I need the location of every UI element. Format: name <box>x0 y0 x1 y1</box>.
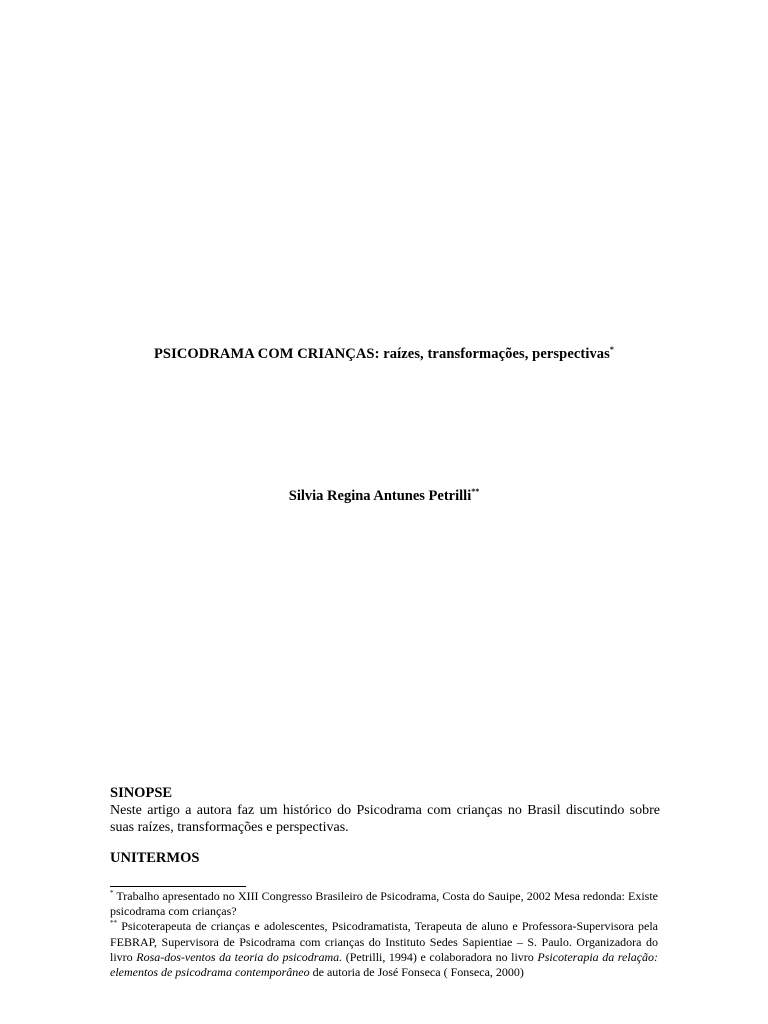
footnote-2-text-b: (Petrilli, 1994) e colaboradora no livro <box>342 949 538 964</box>
author-footnote-mark: ** <box>471 487 480 497</box>
footnote-2 <box>110 919 658 980</box>
author-name <box>0 488 768 505</box>
footnote-1-mark: * <box>110 889 114 897</box>
footnote-2-book-title-1: Rosa-dos-ventos da teoria do psicodrama. <box>136 949 343 964</box>
title-footnote-mark: * <box>609 345 615 355</box>
footnote-1 <box>110 889 658 919</box>
footnote-2-text-a: Psicoterapeuta de crianças e adolescentes, Psicodramatista, Terapeuta de aluno e Professora-Supervisora pela FEBRAP, Supervisora de Psicodrama com crianças do Instituto Sedes Sapientiae – S. Paulo. Organizadora do livro <box>110 919 658 964</box>
footnote-1-text: Trabalho apresentado no XIII Congresso Brasileiro de Psicodrama, Costa do Sauipe, 2002 Mesa redonda: Existe psicodrama com crianças? <box>110 889 658 919</box>
author-name-text: Silvia Regina Antunes Petrilli <box>288 488 472 504</box>
sinopse-heading: SINOPSE <box>110 785 173 801</box>
footnote-2-book-title-2: Psicoterapia da relação: elementos de psicodrama contemporâneo <box>110 949 659 980</box>
footnote-separator <box>110 886 246 887</box>
footnote-2-mark: ** <box>110 919 117 928</box>
sinopse-body: Neste artigo a autora faz um histórico do Psicodrama com crianças no Brasil discutindo sobre suas raízes, transformações e perspectivas. <box>110 803 660 835</box>
footnotes <box>110 889 658 980</box>
document-title <box>0 346 768 363</box>
unitermos-heading: UNITERMOS <box>110 850 200 866</box>
title-text: PSICODRAMA COM CRIANÇAS: raízes, transformações, perspectivas <box>153 346 610 362</box>
footnote-2-text-c: de autoria de José Fonseca ( Fonseca, 2000) <box>309 965 524 980</box>
